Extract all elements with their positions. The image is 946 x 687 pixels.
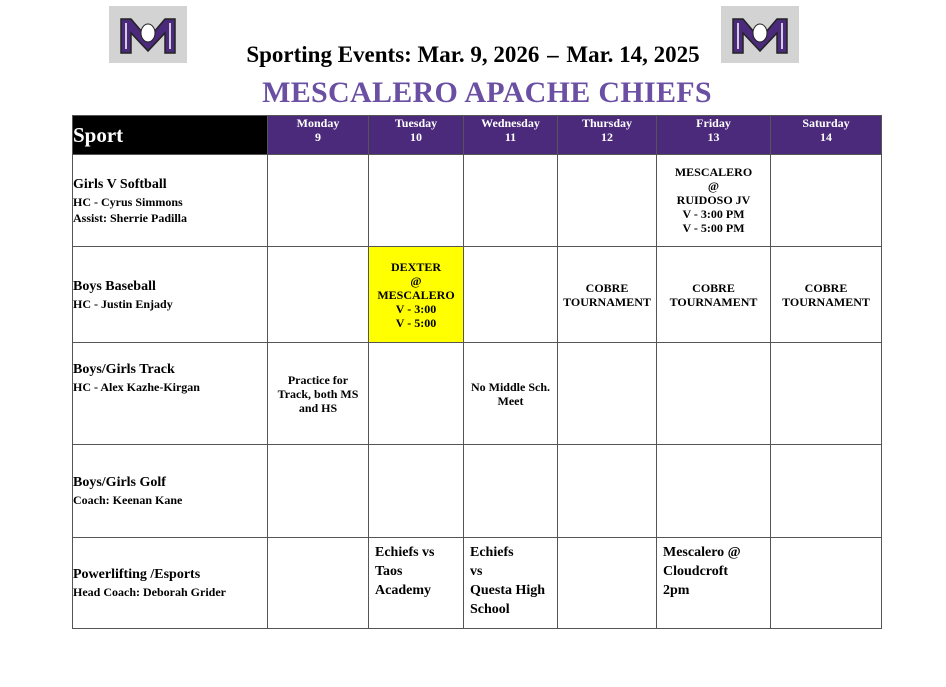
event-cell bbox=[268, 445, 369, 538]
day-name: Monday bbox=[296, 116, 340, 130]
event-cell bbox=[558, 155, 657, 247]
coach-line: Head Coach: Deborah Grider bbox=[73, 585, 226, 599]
day-number: 9 bbox=[315, 130, 321, 144]
event-cell bbox=[771, 445, 882, 538]
sport-name: Powerlifting /Esports bbox=[73, 567, 201, 582]
event-cell bbox=[268, 247, 369, 343]
event-cell bbox=[268, 155, 369, 247]
event-cell: Echiefs vs Questa High School bbox=[464, 538, 558, 629]
sport-column-header: Sport bbox=[73, 116, 268, 155]
sport-name: Boys/Girls Golf bbox=[73, 475, 166, 490]
event-cell bbox=[657, 343, 771, 445]
title-start-date: Sporting Events: Mar. 9, 2026 bbox=[246, 42, 540, 67]
sport-cell bbox=[73, 445, 268, 538]
event-cell: COBRE TOURNAMENT bbox=[558, 247, 657, 343]
event-cell bbox=[369, 343, 464, 445]
team-name: MESCALERO APACHE CHIEFS bbox=[262, 76, 712, 109]
event-cell: No Middle Sch. Meet bbox=[464, 343, 558, 445]
event-cell bbox=[771, 343, 882, 445]
day-header-tuesday bbox=[369, 116, 464, 155]
table-row-baseball bbox=[73, 247, 882, 343]
day-number: 12 bbox=[601, 130, 613, 144]
sport-cell bbox=[73, 538, 268, 629]
sport-name: Boys Baseball bbox=[73, 278, 156, 294]
event-cell: Practice for Track, both MS and HS bbox=[268, 343, 369, 445]
day-number: 11 bbox=[504, 130, 517, 144]
event-cell: COBRE TOURNAMENT bbox=[771, 247, 882, 343]
title-dash: – bbox=[547, 42, 559, 67]
event-cell: MESCALERO @ RUIDOSO JV V - 3:00 PM V - 5:00 PM bbox=[657, 155, 771, 247]
table-row-golf bbox=[73, 445, 882, 538]
coach-line: HC - Cyrus Simmons bbox=[73, 194, 183, 209]
coach-line: Assist: Sherrie Padilla bbox=[73, 210, 187, 225]
day-number: 14 bbox=[820, 130, 832, 144]
coach-line: HC - Justin Enjady bbox=[73, 296, 173, 311]
event-cell bbox=[464, 155, 558, 247]
header-row bbox=[73, 116, 882, 155]
coach-line: Coach: Keenan Kane bbox=[73, 493, 183, 507]
title-end-date: Mar. 14, 2025 bbox=[566, 42, 700, 67]
event-cell-highlighted: DEXTER @ MESCALERO V - 3:00 V - 5:00 bbox=[369, 247, 464, 343]
event-cell bbox=[464, 247, 558, 343]
schedule-table bbox=[72, 115, 882, 629]
day-header-wednesday bbox=[464, 116, 558, 155]
sport-name: Boys/Girls Track bbox=[73, 362, 175, 377]
day-header-friday bbox=[657, 116, 771, 155]
day-header-saturday bbox=[771, 116, 882, 155]
coach-line: HC - Alex Kazhe-Kirgan bbox=[73, 380, 200, 394]
sport-cell bbox=[73, 343, 268, 445]
day-name: Saturday bbox=[802, 116, 850, 130]
page-title bbox=[0, 42, 946, 68]
event-cell bbox=[771, 538, 882, 629]
event-cell bbox=[771, 155, 882, 247]
event-cell bbox=[657, 445, 771, 538]
event-cell bbox=[558, 343, 657, 445]
event-cell bbox=[369, 445, 464, 538]
event-cell: COBRE TOURNAMENT bbox=[657, 247, 771, 343]
day-name: Friday bbox=[696, 116, 731, 130]
table-row-powerlifting bbox=[73, 538, 882, 629]
sport-cell bbox=[73, 155, 268, 247]
day-header-thursday bbox=[558, 116, 657, 155]
event-cell bbox=[464, 445, 558, 538]
event-cell bbox=[558, 445, 657, 538]
day-number: 13 bbox=[707, 130, 720, 144]
sport-name: Girls V Softball bbox=[73, 176, 167, 192]
day-number: 10 bbox=[410, 130, 422, 144]
event-cell bbox=[369, 155, 464, 247]
table-row-track bbox=[73, 343, 882, 445]
day-name: Thursday bbox=[581, 116, 633, 130]
event-cell bbox=[268, 538, 369, 629]
sport-cell bbox=[73, 247, 268, 343]
day-name: Tuesday bbox=[394, 116, 438, 130]
event-cell bbox=[558, 538, 657, 629]
day-header-monday bbox=[268, 116, 369, 155]
event-cell: Echiefs vs Taos Academy bbox=[369, 538, 464, 629]
table-row-softball bbox=[73, 155, 882, 247]
day-name: Wednesday bbox=[481, 116, 540, 130]
event-cell: Mescalero @ Cloudcroft 2pm bbox=[657, 538, 771, 629]
